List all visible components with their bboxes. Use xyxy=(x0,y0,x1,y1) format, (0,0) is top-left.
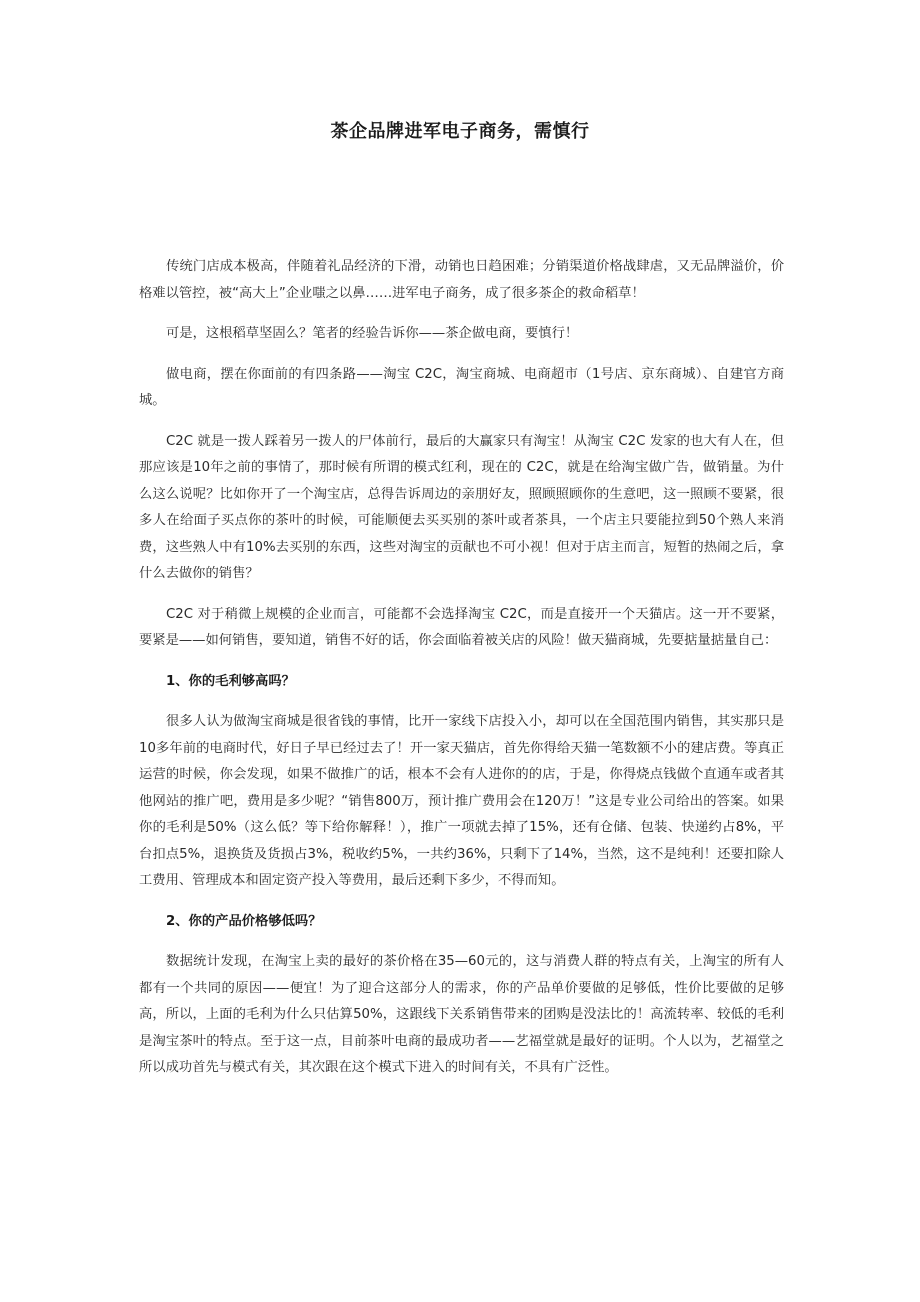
document-title: 茶企品牌进军电子商务，需慎行 xyxy=(330,121,590,142)
paragraph-price: 数据统计发现，在淘宝上卖的最好的茶价格在35—60元的，这与消费人群的特点有关，上淘宝的所有人都有一个共同的原因——便宜！为了迎合这部分人的需求，你的产品单价要做的足够低，性价比要做的足够高，所以，上面的毛利为什么只估算50%，这跟线下关系销售带来的团购是没法比的！高流转率、较低的毛利是淘宝茶叶的特点。至于这一点，目前茶叶电商的最成功者——艺福堂就是最好的证明。个人以为，艺福堂之所以成功首先与模式有关，其次跟在这个模式下进入的时间有关，不具有广泛性。 xyxy=(139,954,784,1075)
paragraph-c2c: C2C 就是一拨人踩着另一拨人的尸体前行，最后的大赢家只有淘宝！从淘宝 C2C 发家的也大有人在，但那应该是10年之前的事情了，那时候有所谓的模式红利，现在的 C2C，就是在给淘宝做广告，做销量。为什么这么说呢？比如你开了一个淘宝店，总得告诉周边的亲朋好友，照顾照顾你的生意吧，这一照顾不要紧，很多人在给面子买点你的茶叶的时候，可能顺便去买买别的茶叶或者茶具，一个店主只要能拉到50个熟人来消费，这些熟人中有10%去买别的东西，这些对淘宝的贡献也不可小视！但对于店主而言，短暂的热闹之后，拿什么去做你的销售？ xyxy=(139,433,784,581)
article-body xyxy=(139,254,784,1096)
paragraph-intro: 传统门店成本极高，伴随着礼品经济的下滑，动销也日趋困难；分销渠道价格战肆虐，又无品牌溢价，价格难以管控，被“高大上”企业嗤之以鼻……进军电子商务，成了很多茶企的救命稻草！ xyxy=(139,259,784,301)
section-heading-price: 2、你的产品价格够低吗？ xyxy=(166,913,322,929)
section-heading-margin: 1、你的毛利够高吗？ xyxy=(166,673,295,689)
paragraph-caution: 可是，这根稻草坚固么？笔者的经验告诉你——茶企做电商，要慎行！ xyxy=(166,326,579,341)
paragraph-margin: 很多人认为做淘宝商城是很省钱的事情，比开一家线下店投入小，却可以在全国范围内销售，其实那只是10多年前的电商时代，好日子早已经过去了！开一家天猫店，首先你得给天猫一笔数额不小的建店费。等真正运营的时候，你会发现，如果不做推广的话，根本不会有人进你的的店，于是，你得烧点钱做个直通车或者其他网站的推广吧，费用是多少呢？“销售800万，预计推广费用会在120万！”这是专业公司给出的答案。如果你的毛利是50%（这么低？等下给你解释！），推广一项就去掉了15%，还有仓储、包装、快递约占8%，平台扣点5%，退换货及货损占3%，税收约5%，一共约36%，只剩下了14%，当然，这不是纯利！还要扣除人工费用、管理成本和固定资产投入等费用，最后还剩下多少，不得而知。 xyxy=(139,714,784,888)
paragraph-tmall: C2C 对于稍微上规模的企业而言，可能都不会选择淘宝 C2C，而是直接开一个天猫店。这一开不要紧，要紧是——如何销售，要知道，销售不好的话，你会面临着被关店的风险！做天猫商城，先要掂量掂量自己： xyxy=(139,606,784,648)
paragraph-four-paths: 做电商，摆在你面前的有四条路——淘宝 C2C，淘宝商城、电商超市（1号店、京东商城）、自建官方商城。 xyxy=(139,366,784,408)
